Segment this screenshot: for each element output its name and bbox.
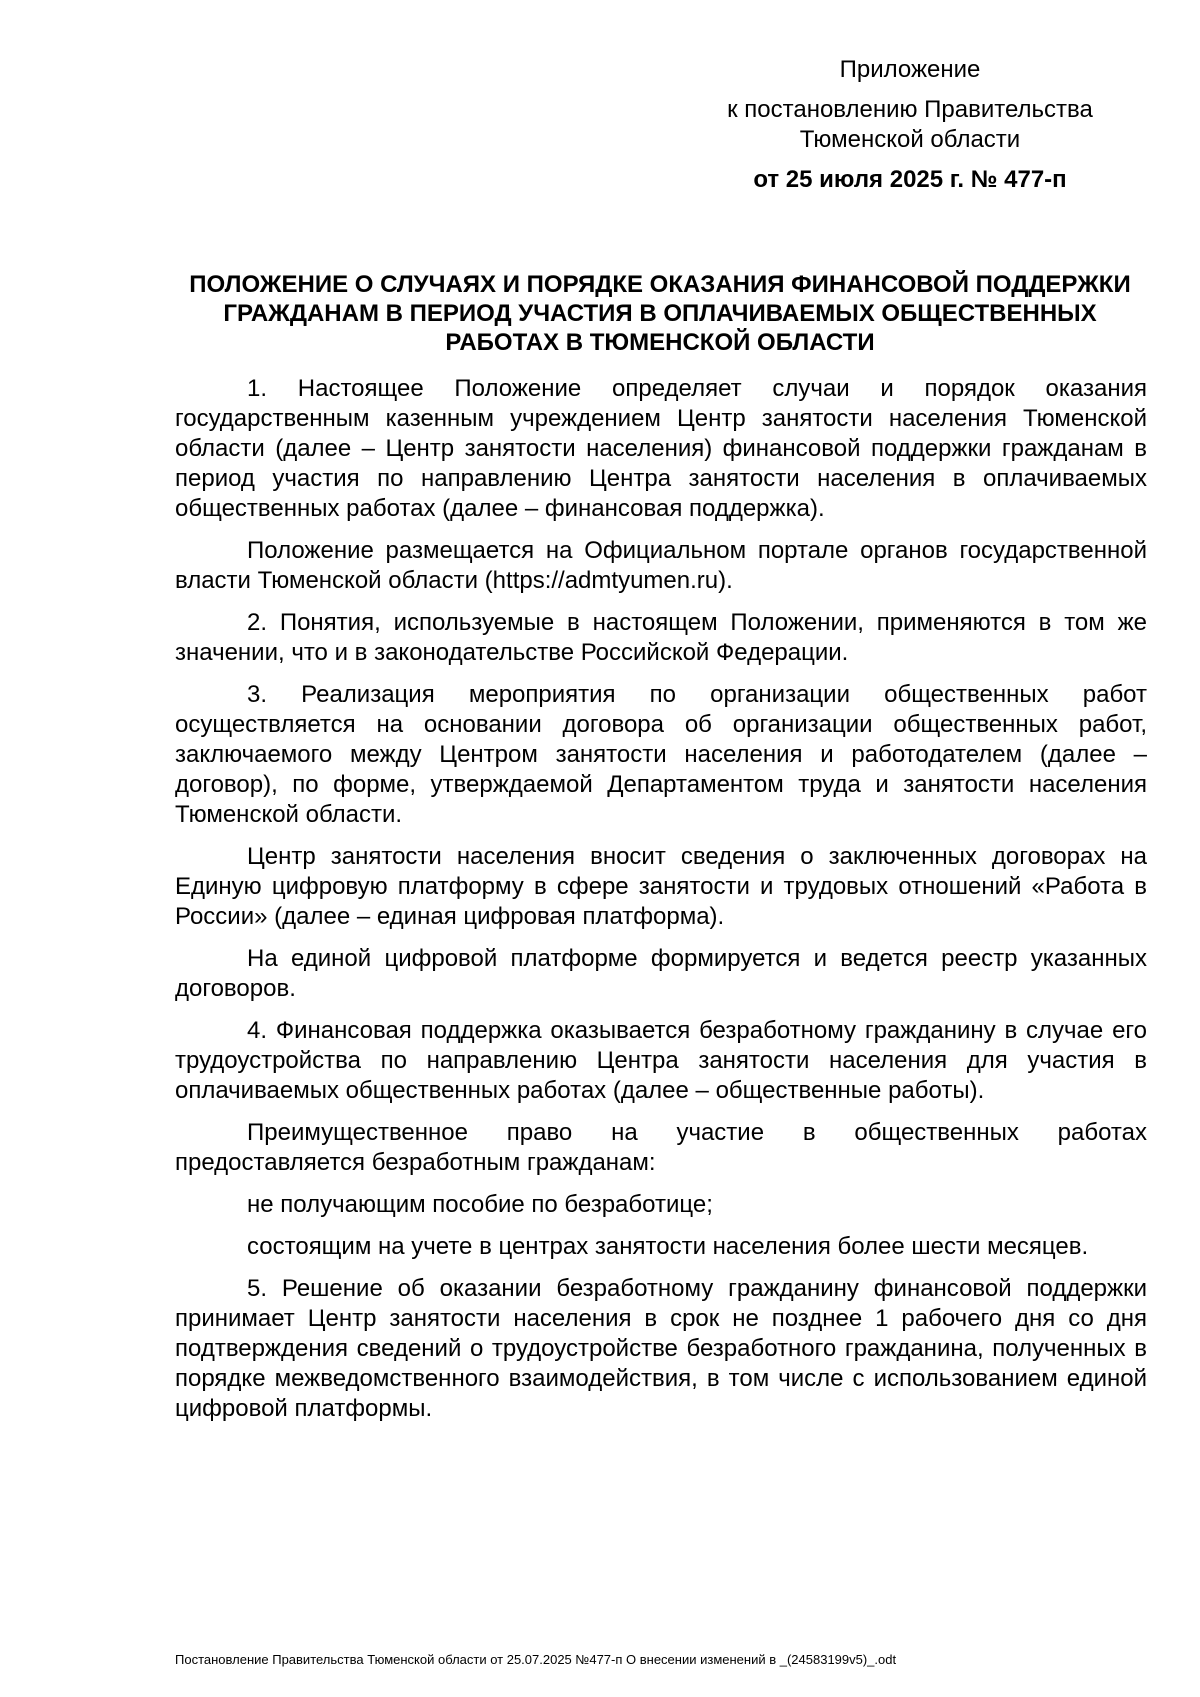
document-title: ПОЛОЖЕНИЕ О СЛУЧАЯХ И ПОРЯДКЕ ОКАЗАНИЯ ФИНАНСОВОЙ ПОДДЕРЖКИ ГРАЖДАНАМ В ПЕРИОД УЧАСТИЯ В ОПЛАЧИВАЕМЫХ ОБЩЕСТВЕННЫХ РАБОТАХ В ТЮМЕНСКОЙ ОБЛАСТИ: [189, 271, 1131, 356]
paragraph: 5. Решение об оказании безработному гражданину финансовой поддержки принимает Центр занятости населения в срок не позднее 1 рабочего дня со дня подтверждения сведений о трудоустройстве безработного гражданина, полученных в порядке межведомственного взаимодействия, в том числе с использованием единой цифровой платформы.: [175, 1275, 1147, 1422]
paragraph: не получающим пособие по безработице;: [247, 1191, 713, 1218]
paragraph: Центр занятости населения вносит сведения о заключенных договорах на Единую цифровую платформу в сфере занятости и трудовых отношений «Работа в России» (далее – единая цифровая платформа).: [175, 843, 1147, 930]
appendix-header: [700, 55, 1120, 195]
page-footer: Постановление Правительства Тюменской области от 25.07.2025 №477-п О внесении изменений в _(24583199v5)_.odt: [175, 1652, 897, 1667]
paragraph: 4. Финансовая поддержка оказывается безработному гражданину в случае его трудоустройства по направлению Центра занятости населения для участия в оплачиваемых общественных работах (далее – общественные работы).: [175, 1017, 1147, 1104]
document-body: [175, 374, 1147, 1436]
paragraph: Положение размещается на Официальном портале органов государственной власти Тюменской области (https://admtyumen.ru).: [175, 537, 1147, 594]
paragraph: На единой цифровой платформе формируется и ведется реестр указанных договоров.: [175, 945, 1147, 1002]
paragraph: 1. Настоящее Положение определяет случаи и порядок оказания государственным казенным учреждением Центр занятости населения Тюменской области (далее – Центр занятости населения) финансовой поддержки гражданам в период участия по направлению Центра занятости населения в оплачиваемых общественных работах (далее – финансовая поддержка).: [175, 375, 1147, 522]
appendix-title: Приложение: [839, 56, 981, 83]
appendix-date: от 25 июля 2025 г. № 477-п: [753, 166, 1067, 193]
paragraph: 2. Понятия, используемые в настоящем Положении, применяются в том же значении, что и в законодательстве Российской Федерации.: [175, 609, 1147, 666]
paragraph: состоящим на учете в центрах занятости населения более шести месяцев.: [247, 1233, 1089, 1260]
paragraph: Преимущественное право на участие в общественных работах предоставляется безработным гражданам:: [175, 1119, 1147, 1176]
appendix-reference: к постановлению Правительства Тюменской области: [727, 96, 1093, 153]
paragraph: 3. Реализация мероприятия по организации общественных работ осуществляется на основании договора об организации общественных работ, заключаемого между Центром занятости населения и работодателем (далее – договор), по форме, утверждаемой Департаментом труда и занятости населения Тюменской области.: [175, 681, 1147, 828]
